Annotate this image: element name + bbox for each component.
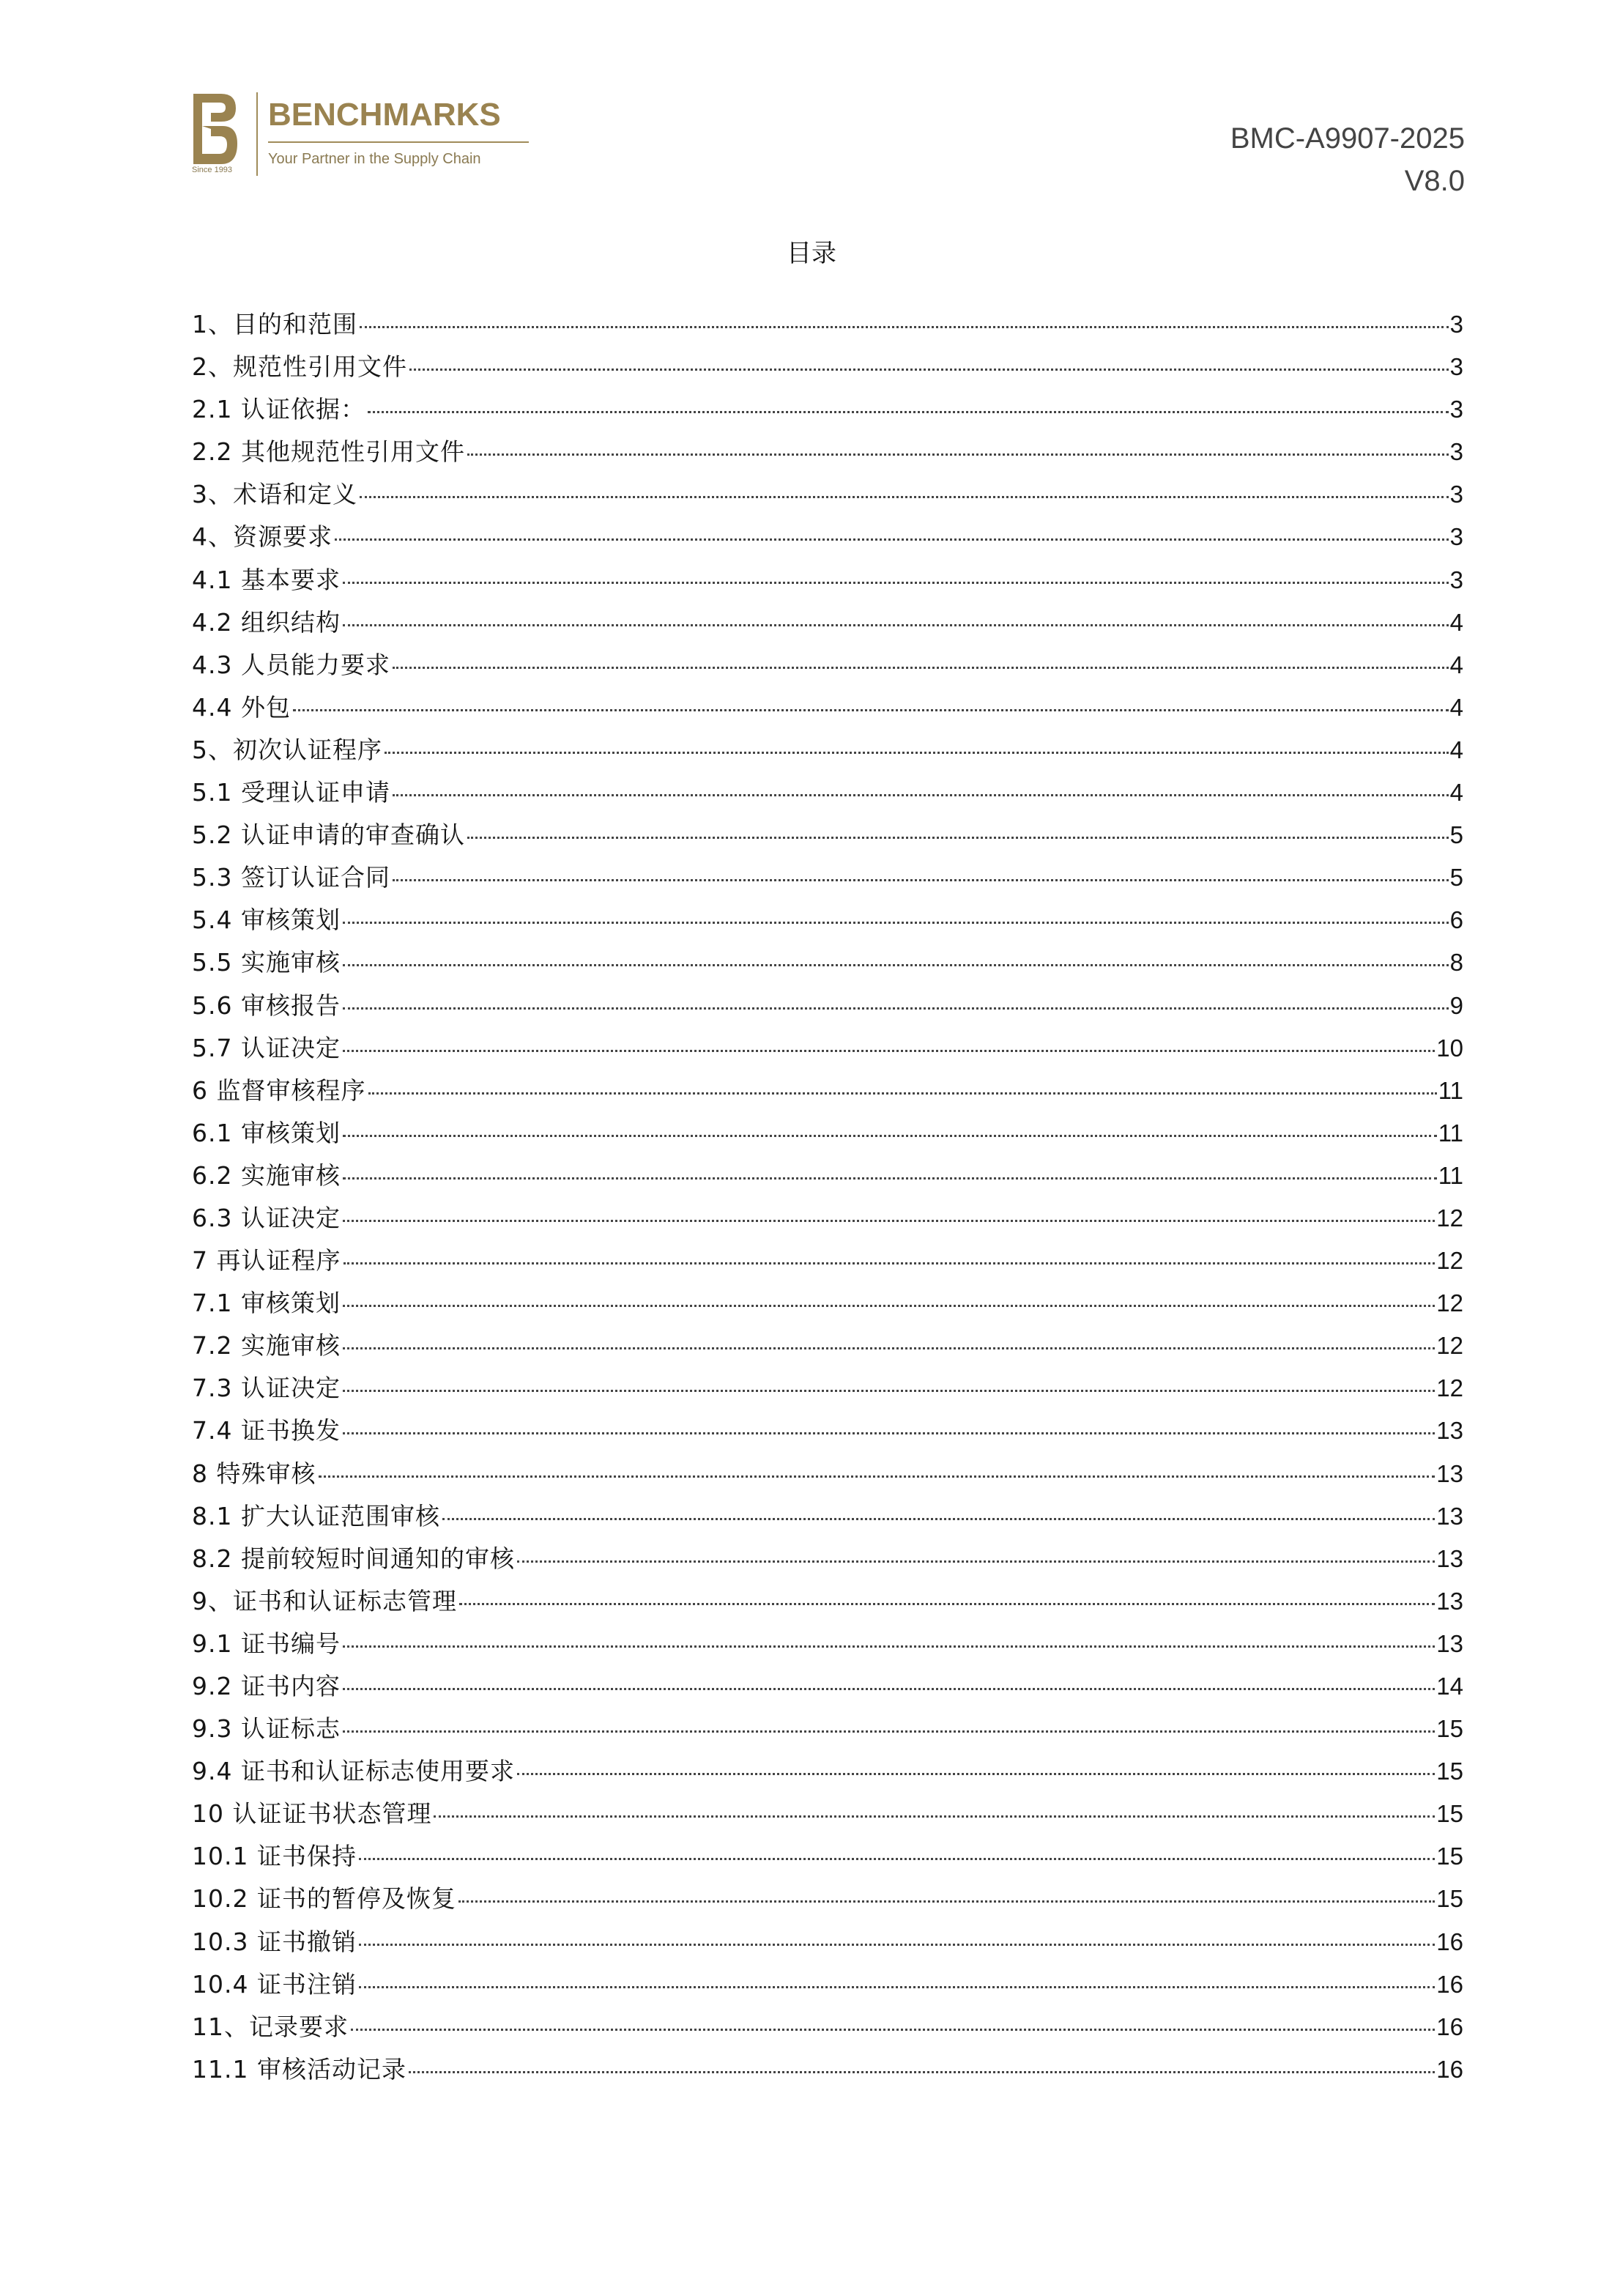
toc-entry-page-number: 12 <box>1436 1247 1463 1275</box>
toc-entry-label: 11、记录要求 <box>192 2012 349 2041</box>
toc-entry[interactable] <box>192 1538 1463 1580</box>
toc-entry[interactable] <box>192 1070 1463 1112</box>
toc-entry-page-number: 15 <box>1436 1715 1463 1743</box>
toc-entry-label: 6 监督审核程序 <box>192 1075 366 1105</box>
toc-entry[interactable] <box>192 346 1463 388</box>
toc-entry-label: 5.7 认证决定 <box>192 1033 341 1062</box>
toc-entry-page-number: 13 <box>1436 1587 1463 1615</box>
toc-entry-label: 10.4 证书注销 <box>192 1969 357 1999</box>
toc-entry-page-number: 4 <box>1449 651 1463 678</box>
toc-entry-label: 7.4 证书换发 <box>192 1416 341 1445</box>
toc-entry-label: 4、资源要求 <box>192 522 333 552</box>
toc-entry-label: 10.1 证书保持 <box>192 1842 357 1871</box>
toc-entry[interactable] <box>192 1495 1463 1538</box>
toc-dot-leader <box>343 1177 1437 1180</box>
toc-dot-leader <box>293 708 1449 711</box>
toc-entry-label: 2.2 其他规范性引用文件 <box>192 437 465 467</box>
toc-entry-label: 9.4 证书和认证标志使用要求 <box>192 1757 515 1786</box>
toc-entry-label: 7 再认证程序 <box>192 1246 341 1275</box>
benchmarks-logo-mark-icon <box>192 92 239 166</box>
toc-entry[interactable] <box>192 1835 1463 1878</box>
toc-entry-page-number: 3 <box>1449 481 1463 508</box>
toc-dot-leader <box>335 538 1449 541</box>
toc-title: 目录 <box>787 239 836 268</box>
toc-entry-page-number: 13 <box>1436 1629 1463 1657</box>
toc-entry[interactable] <box>192 686 1463 729</box>
toc-entry-page-number: 3 <box>1449 396 1463 423</box>
toc-dot-leader <box>319 1475 1436 1478</box>
toc-entry[interactable] <box>192 473 1463 516</box>
toc-entry-label: 5.5 实施审核 <box>192 948 341 977</box>
toc-entry-page-number: 14 <box>1436 1673 1463 1700</box>
toc-entry-page-number: 3 <box>1449 566 1463 593</box>
toc-entry-label: 6.1 审核策划 <box>192 1118 341 1147</box>
toc-entry-page-number: 3 <box>1449 311 1463 338</box>
logo-underline <box>268 141 529 143</box>
toc-entry[interactable] <box>192 1155 1463 1197</box>
toc-entry-page-number: 12 <box>1436 1332 1463 1360</box>
toc-entry-page-number: 16 <box>1436 1927 1463 1955</box>
toc-entry[interactable] <box>192 1580 1463 1623</box>
toc-entry-page-number: 3 <box>1449 523 1463 551</box>
toc-entry-label: 8.2 提前较短时间通知的审核 <box>192 1544 515 1573</box>
toc-dot-leader <box>343 1347 1435 1349</box>
toc-entry-label: 7.1 审核策划 <box>192 1289 341 1318</box>
toc-dot-leader <box>359 1985 1435 1988</box>
toc-entry-label: 3、术语和定义 <box>192 480 357 509</box>
toc-dot-leader <box>343 581 1449 584</box>
toc-entry-page-number: 15 <box>1436 1885 1463 1913</box>
toc-entry-label: 2.1 认证依据： <box>192 395 365 424</box>
toc-entry[interactable] <box>192 2006 1463 2048</box>
toc-entry-label: 7.3 认证决定 <box>192 1374 341 1403</box>
toc-entry-page-number: 15 <box>1436 1843 1463 1870</box>
toc-dot-leader <box>343 921 1449 924</box>
table-of-contents <box>192 303 1463 2091</box>
toc-entry-label: 5.1 受理认证申请 <box>192 778 390 807</box>
toc-entry[interactable] <box>192 1623 1463 1665</box>
toc-entry-page-number: 13 <box>1436 1459 1463 1487</box>
toc-dot-leader <box>351 2028 1435 2031</box>
toc-entry[interactable] <box>192 856 1463 899</box>
toc-entry-label: 5.4 审核策划 <box>192 906 341 935</box>
toc-entry[interactable] <box>192 1708 1463 1750</box>
toc-entry-label: 1、目的和范围 <box>192 310 357 338</box>
toc-entry-page-number: 13 <box>1436 1544 1463 1572</box>
toc-entry-label: 2、规范性引用文件 <box>192 352 407 382</box>
toc-dot-leader <box>409 368 1449 371</box>
toc-entry-page-number: 11 <box>1438 1161 1463 1189</box>
toc-entry-label: 10 认证证书状态管理 <box>192 1799 432 1829</box>
document-meta <box>1230 117 1465 202</box>
toc-entry[interactable] <box>192 1921 1463 1963</box>
company-logo <box>192 88 536 183</box>
toc-entry[interactable] <box>192 771 1463 814</box>
toc-dot-leader <box>359 1943 1435 1946</box>
toc-entry-label: 4.3 人员能力要求 <box>192 650 390 679</box>
toc-entry[interactable] <box>192 601 1463 644</box>
toc-entry[interactable] <box>192 814 1463 856</box>
toc-entry[interactable] <box>192 1325 1463 1367</box>
toc-entry-page-number: 16 <box>1436 1970 1463 1998</box>
toc-dot-leader <box>368 1092 1437 1095</box>
toc-entry-label: 10.3 证书撤销 <box>192 1927 357 1956</box>
toc-entry[interactable] <box>192 388 1463 431</box>
toc-entry-page-number: 15 <box>1436 1800 1463 1828</box>
toc-entry-page-number: 4 <box>1449 693 1463 721</box>
toc-entry-page-number: 5 <box>1449 864 1463 892</box>
toc-dot-leader <box>343 623 1449 626</box>
toc-entry[interactable] <box>192 1027 1463 1070</box>
toc-entry-page-number: 12 <box>1436 1204 1463 1232</box>
toc-dot-leader <box>343 1007 1449 1010</box>
toc-dot-leader <box>343 1432 1435 1434</box>
toc-dot-leader <box>343 1389 1435 1392</box>
toc-entry-label: 8 特殊审核 <box>192 1459 316 1488</box>
toc-dot-leader <box>343 1262 1436 1264</box>
toc-dot-leader <box>442 1517 1435 1520</box>
toc-entry-label: 9、证书和认证标志管理 <box>192 1586 457 1615</box>
toc-entry[interactable] <box>192 1240 1463 1282</box>
toc-entry-page-number: 13 <box>1436 1417 1463 1445</box>
toc-entry-page-number: 16 <box>1436 2055 1463 2083</box>
toc-entry[interactable] <box>192 985 1463 1027</box>
toc-entry-page-number: 10 <box>1436 1034 1463 1062</box>
toc-entry-page-number: 11 <box>1438 1076 1463 1104</box>
toc-entry[interactable] <box>192 1793 1463 1835</box>
toc-entry[interactable] <box>192 729 1463 771</box>
toc-entry[interactable] <box>192 1282 1463 1325</box>
toc-entry[interactable] <box>192 303 1463 346</box>
toc-entry-page-number: 3 <box>1449 438 1463 466</box>
toc-entry-page-number: 9 <box>1449 991 1463 1019</box>
toc-entry[interactable] <box>192 1665 1463 1708</box>
toc-dot-leader <box>359 1857 1435 1860</box>
toc-dot-leader <box>467 453 1449 456</box>
toc-entry[interactable] <box>192 644 1463 686</box>
toc-dot-leader <box>343 1219 1435 1222</box>
toc-dot-leader <box>343 1304 1435 1307</box>
toc-dot-leader <box>393 793 1449 796</box>
toc-dot-leader <box>409 2070 1435 2073</box>
toc-entry[interactable] <box>192 1197 1463 1240</box>
toc-entry-label: 9.3 认证标志 <box>192 1714 341 1744</box>
toc-entry[interactable] <box>192 1750 1463 1793</box>
toc-entry[interactable] <box>192 1453 1463 1495</box>
toc-entry-label: 9.1 证书编号 <box>192 1629 341 1658</box>
toc-entry[interactable] <box>192 1367 1463 1410</box>
toc-entry-label: 5、初次认证程序 <box>192 735 382 764</box>
logo-since-text: Since 1993 <box>192 166 233 174</box>
toc-dot-leader <box>343 1687 1435 1690</box>
toc-entry-label: 7.2 实施审核 <box>192 1331 341 1360</box>
toc-entry-label: 5.6 审核报告 <box>192 990 341 1020</box>
toc-entry-page-number: 5 <box>1449 821 1463 849</box>
toc-dot-leader <box>360 325 1449 328</box>
toc-entry[interactable] <box>192 1963 1463 2006</box>
toc-entry[interactable] <box>192 431 1463 473</box>
toc-entry-label: 5.3 签订认证合同 <box>192 863 390 892</box>
toc-entry-label: 4.2 组织结构 <box>192 607 341 637</box>
toc-dot-leader <box>458 1900 1435 1903</box>
toc-dot-leader <box>517 1560 1435 1563</box>
toc-entry[interactable] <box>192 941 1463 984</box>
toc-dot-leader <box>343 963 1449 966</box>
toc-entry[interactable] <box>192 1410 1463 1452</box>
toc-dot-leader <box>385 751 1449 754</box>
toc-entry-label: 11.1 审核活动记录 <box>192 2054 406 2084</box>
toc-dot-leader <box>459 1602 1435 1605</box>
toc-entry-label: 6.3 认证决定 <box>192 1203 341 1232</box>
toc-entry-page-number: 12 <box>1436 1374 1463 1402</box>
logo-tagline: Your Partner in the Supply Chain <box>268 151 481 167</box>
toc-entry-page-number: 16 <box>1436 2012 1463 2040</box>
toc-dot-leader <box>517 1772 1435 1775</box>
toc-entry-page-number: 15 <box>1436 1758 1463 1785</box>
toc-entry-page-number: 3 <box>1449 353 1463 381</box>
toc-entry[interactable] <box>192 559 1463 601</box>
toc-dot-leader <box>343 1730 1435 1733</box>
toc-entry[interactable] <box>192 2048 1463 2091</box>
toc-dot-leader <box>393 666 1449 669</box>
toc-entry[interactable] <box>192 516 1463 558</box>
toc-dot-leader <box>343 1134 1437 1137</box>
toc-entry-label: 6.2 实施审核 <box>192 1160 341 1190</box>
document-version: V8.0 <box>1404 165 1465 197</box>
toc-entry-label: 8.1 扩大认证范围审核 <box>192 1501 440 1530</box>
toc-entry-label: 9.2 证书内容 <box>192 1672 341 1700</box>
toc-dot-leader <box>360 495 1449 498</box>
toc-dot-leader <box>434 1815 1435 1818</box>
toc-entry-label: 4.4 外包 <box>192 692 291 722</box>
toc-dot-leader <box>343 1049 1435 1052</box>
toc-entry-page-number: 4 <box>1449 736 1463 763</box>
toc-entry-page-number: 13 <box>1436 1502 1463 1530</box>
toc-entry-page-number: 4 <box>1449 608 1463 636</box>
toc-entry[interactable] <box>192 1878 1463 1920</box>
toc-entry[interactable] <box>192 899 1463 941</box>
toc-entry-page-number: 4 <box>1449 779 1463 807</box>
toc-entry-label: 10.2 证书的暂停及恢复 <box>192 1884 456 1914</box>
logo-brand-name: BENCHMARKS <box>268 97 501 133</box>
document-code: BMC-A9907-2025 <box>1230 122 1465 155</box>
toc-entry-label: 4.1 基本要求 <box>192 565 341 594</box>
toc-entry-page-number: 12 <box>1436 1289 1463 1317</box>
toc-entry-page-number: 8 <box>1449 949 1463 977</box>
toc-entry-label: 5.2 认证申请的审查确认 <box>192 821 465 850</box>
toc-dot-leader <box>343 1645 1435 1648</box>
toc-dot-leader <box>368 410 1449 413</box>
logo-divider <box>256 92 258 176</box>
toc-dot-leader <box>467 836 1449 839</box>
toc-entry-page-number: 6 <box>1449 906 1463 934</box>
toc-entry-page-number: 11 <box>1438 1119 1463 1147</box>
toc-entry[interactable] <box>192 1112 1463 1155</box>
toc-dot-leader <box>393 878 1449 881</box>
